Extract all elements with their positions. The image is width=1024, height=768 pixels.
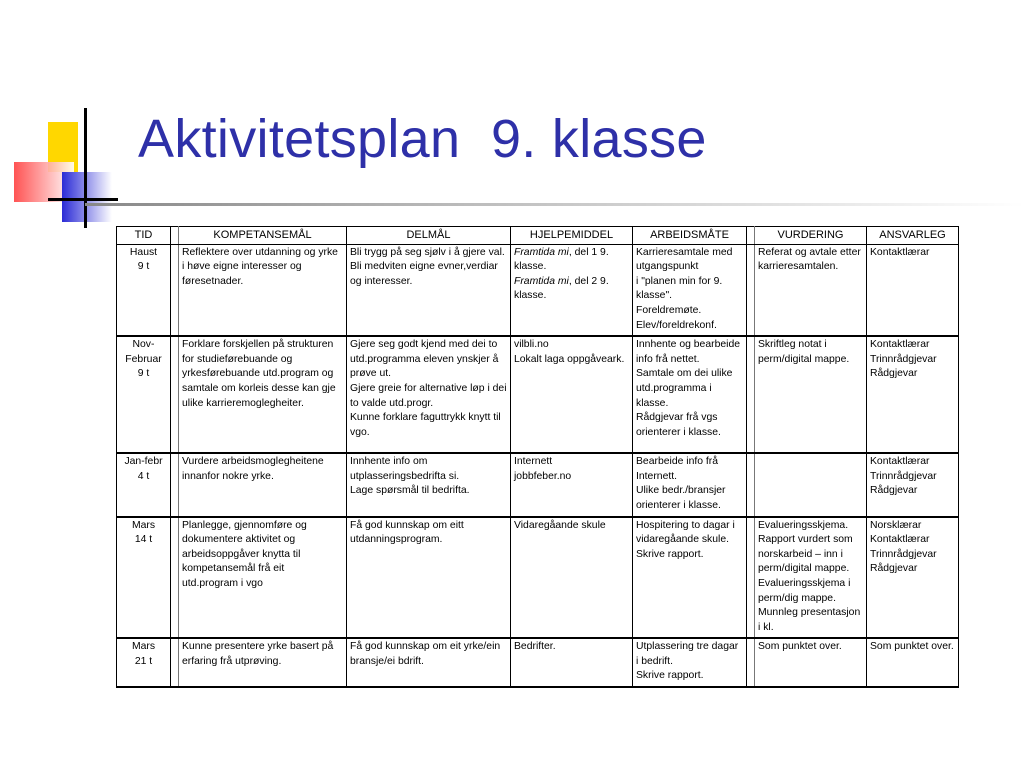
cell-text: , del 1 9. klasse. — [514, 246, 609, 273]
column-spacer — [747, 517, 755, 639]
italic-text: Framtida mi — [514, 246, 569, 258]
cell-ansvarleg — [867, 638, 959, 687]
cell-line: Rådgjevar frå vgs orienterer i klasse. — [636, 412, 721, 438]
cell-delmal — [347, 453, 511, 516]
cell-line: Rådgjevar — [870, 563, 918, 575]
logo-decoration — [0, 0, 140, 230]
cell-line: Gjere greie for alternative løp i dei to valde utd.progr. — [350, 382, 507, 409]
cell-line: Karrieresamtale med utgangspunkt — [636, 246, 733, 273]
cell-line: Kunne presentere yrke basert på erfaring frå utprøving. — [182, 641, 334, 667]
header-row — [117, 227, 959, 245]
cell-line: Ulike bedr./bransjer orienterer i klasse. — [636, 485, 726, 511]
cell-kompetansemal — [179, 638, 347, 687]
cell-line: Vidaregåande skule — [514, 519, 606, 531]
cell-line: Skrive rapport. — [636, 548, 704, 560]
cell-line: Nov- — [132, 339, 155, 351]
cell-vurdering — [755, 517, 867, 639]
cell-line: Samtale om dei ulike utd.programma i klasse. — [636, 368, 733, 409]
cell-vurdering — [755, 336, 867, 453]
cell-line: Som punktet over. — [758, 641, 842, 653]
cell-line: 14 t — [134, 534, 153, 546]
cell-line: Vurdere arbeidsmoglegheitene innanfor nokre yrke. — [182, 456, 324, 482]
cell-hjelpemiddel — [511, 517, 633, 639]
header-delmal: DELMÅL — [347, 227, 511, 245]
cell-line: Evalueringsskjema i perm/dig mappe. — [758, 577, 851, 604]
cell-line: i "planen min for 9. klasse". — [636, 275, 723, 302]
column-spacer — [171, 227, 179, 245]
column-spacer — [171, 453, 179, 516]
cell-line: Få god kunnskap om eit yrke/ein bransje/ei bdrift. — [350, 641, 501, 667]
cell-line — [514, 275, 629, 304]
header-tid: TID — [117, 227, 171, 245]
table-row — [117, 244, 959, 336]
cell-arbeidsmate — [633, 638, 747, 687]
cell-line: Mars — [131, 519, 156, 531]
cell-arbeidsmate — [633, 453, 747, 516]
column-spacer — [171, 336, 179, 453]
cell-line: 4 t — [137, 470, 150, 482]
cell-arbeidsmate — [633, 244, 747, 336]
cell-arbeidsmate — [633, 336, 747, 453]
cell-delmal — [347, 336, 511, 453]
cell-line: Trinnrådgjevar — [870, 548, 937, 560]
cell-delmal — [347, 517, 511, 639]
column-spacer — [747, 244, 755, 336]
cell-line — [514, 246, 629, 275]
cell-vurdering — [755, 453, 867, 516]
header-ansvarleg: ANSVARLEG — [867, 227, 959, 245]
cell-line: Reflektere over utdanning og yrke i høve eigne interesser og føresetnader. — [182, 246, 338, 287]
cell-vurdering — [755, 638, 867, 687]
cell-hjelpemiddel — [511, 638, 633, 687]
column-spacer — [171, 517, 179, 639]
italic-text: Framtida mi — [514, 275, 569, 287]
cell-line: 21 t — [134, 655, 153, 667]
cell-tid — [117, 244, 171, 336]
cell-ansvarleg — [867, 336, 959, 453]
cell-line: 9 t — [137, 261, 150, 273]
cell-hjelpemiddel — [511, 453, 633, 516]
blue-square-shape — [62, 172, 112, 222]
header-arbeidsmate: ARBEIDSMÅTE — [633, 227, 747, 245]
column-spacer — [747, 638, 755, 687]
cell-line: Gjere seg godt kjend med dei to utd.programma eleven ynskjer å prøve ut. — [350, 339, 499, 380]
cell-text: , del 2 9. klasse. — [514, 275, 609, 302]
horizontal-line-shape — [48, 198, 118, 201]
title-divider — [85, 203, 1024, 206]
cell-line: Jan-febr — [124, 456, 163, 468]
cell-line: 9 t — [137, 368, 150, 380]
cell-ansvarleg — [867, 453, 959, 516]
column-spacer — [747, 336, 755, 453]
cell-line: Mars — [131, 641, 156, 653]
cell-vurdering — [755, 244, 867, 336]
cell-kompetansemal — [179, 453, 347, 516]
cell-line: Hospitering to dagar i vidaregåande skule. — [636, 519, 735, 546]
cell-line: Rapport vurdert som norskarbeid – inn i perm/digital mappe. — [758, 534, 853, 575]
header-kompetansemal: KOMPETANSEMÅL — [179, 227, 347, 245]
cell-line: Rådgjevar — [870, 485, 918, 497]
cell-kompetansemal — [179, 517, 347, 639]
cell-line: vilbli.no — [514, 339, 549, 351]
cell-line: Trinnrådgjevar — [870, 353, 937, 365]
table-row — [117, 336, 959, 453]
header-hjelpemiddel: HJELPEMIDDEL — [511, 227, 633, 245]
cell-ansvarleg — [867, 244, 959, 336]
cell-ansvarleg — [867, 517, 959, 639]
cell-line: Rådgjevar — [870, 368, 918, 380]
cell-delmal — [347, 638, 511, 687]
cell-line: Elev/foreldrekonf. — [636, 319, 717, 331]
cell-line: Norsklærar — [870, 519, 922, 531]
cell-arbeidsmate — [633, 517, 747, 639]
cell-tid — [117, 517, 171, 639]
cell-hjelpemiddel — [511, 244, 633, 336]
cell-line: Innhente info om utplasseringsbedrifta si. — [350, 456, 460, 482]
cell-line: Utplassering tre dagar i bedrift. — [636, 641, 739, 667]
cell-line: Innhente og bearbeide info frå nettet. — [636, 339, 740, 365]
cell-line: Kontaktlærar — [870, 534, 930, 546]
activity-plan-table — [116, 226, 959, 688]
cell-tid — [117, 453, 171, 516]
cell-delmal — [347, 244, 511, 336]
column-spacer — [747, 227, 755, 245]
cell-kompetansemal — [179, 336, 347, 453]
cell-line: Februar — [125, 353, 162, 365]
cell-line: Munnleg presentasjon i kl. — [758, 607, 861, 633]
cell-line: Kontaktlærar — [870, 246, 930, 258]
cell-line: Evalueringsskjema. — [758, 519, 849, 531]
cell-kompetansemal — [179, 244, 347, 336]
column-spacer — [171, 244, 179, 336]
cell-line: Bearbeide info frå Internett. — [636, 456, 719, 482]
cell-line: Lokalt laga oppgåveark. — [514, 353, 625, 365]
cell-line: Trinnrådgjevar — [870, 470, 937, 482]
cell-line: Haust — [129, 246, 158, 258]
cell-line: Foreldremøte. — [636, 304, 702, 316]
cell-line: Referat og avtale etter karrieresamtalen. — [758, 246, 861, 273]
cell-line: Kunne forklare faguttrykk knytt til vgo. — [350, 412, 501, 438]
cell-line: Kontaktlærar — [870, 456, 930, 468]
cell-line: Lage spørsmål til bedrifta. — [350, 485, 470, 497]
cell-tid — [117, 336, 171, 453]
cell-tid — [117, 638, 171, 687]
table-row — [117, 453, 959, 516]
column-spacer — [747, 453, 755, 516]
cell-hjelpemiddel — [511, 336, 633, 453]
cell-line: Bli medviten eigne evner,verdiar og interesser. — [350, 261, 498, 287]
table-row — [117, 517, 959, 639]
cell-line: Forklare forskjellen på strukturen for studieførebuande og yrkesførebuande utd.program og samtale om korleis desse kan gje ulike karrieremoglegheiter. — [182, 339, 336, 409]
cell-line: Bli trygg på seg sjølv i å gjere val. — [350, 246, 505, 258]
cell-line: Skrive rapport. — [636, 670, 704, 682]
vertical-line-shape — [84, 108, 87, 228]
cell-line: Som punktet over. — [870, 641, 954, 653]
header-vurdering: VURDERING — [755, 227, 867, 245]
cell-line: jobbfeber.no — [514, 470, 572, 482]
cell-line: Kontaktlærar — [870, 339, 930, 351]
table-row — [117, 638, 959, 687]
cell-line: Internett — [514, 456, 553, 468]
cell-line: Skriftleg notat i perm/digital mappe. — [758, 339, 850, 365]
column-spacer — [171, 638, 179, 687]
cell-line: Få god kunnskap om eitt utdanningsprogram. — [350, 519, 464, 546]
cell-line: Bedrifter. — [514, 641, 556, 653]
page-title: Aktivitetsplan 9. klasse — [138, 109, 707, 169]
cell-line: Planlegge, gjennomføre og dokumentere aktivitet og arbeidsoppgåver knytta til kompetansemål frå eit utd.program i vgo — [182, 519, 307, 589]
